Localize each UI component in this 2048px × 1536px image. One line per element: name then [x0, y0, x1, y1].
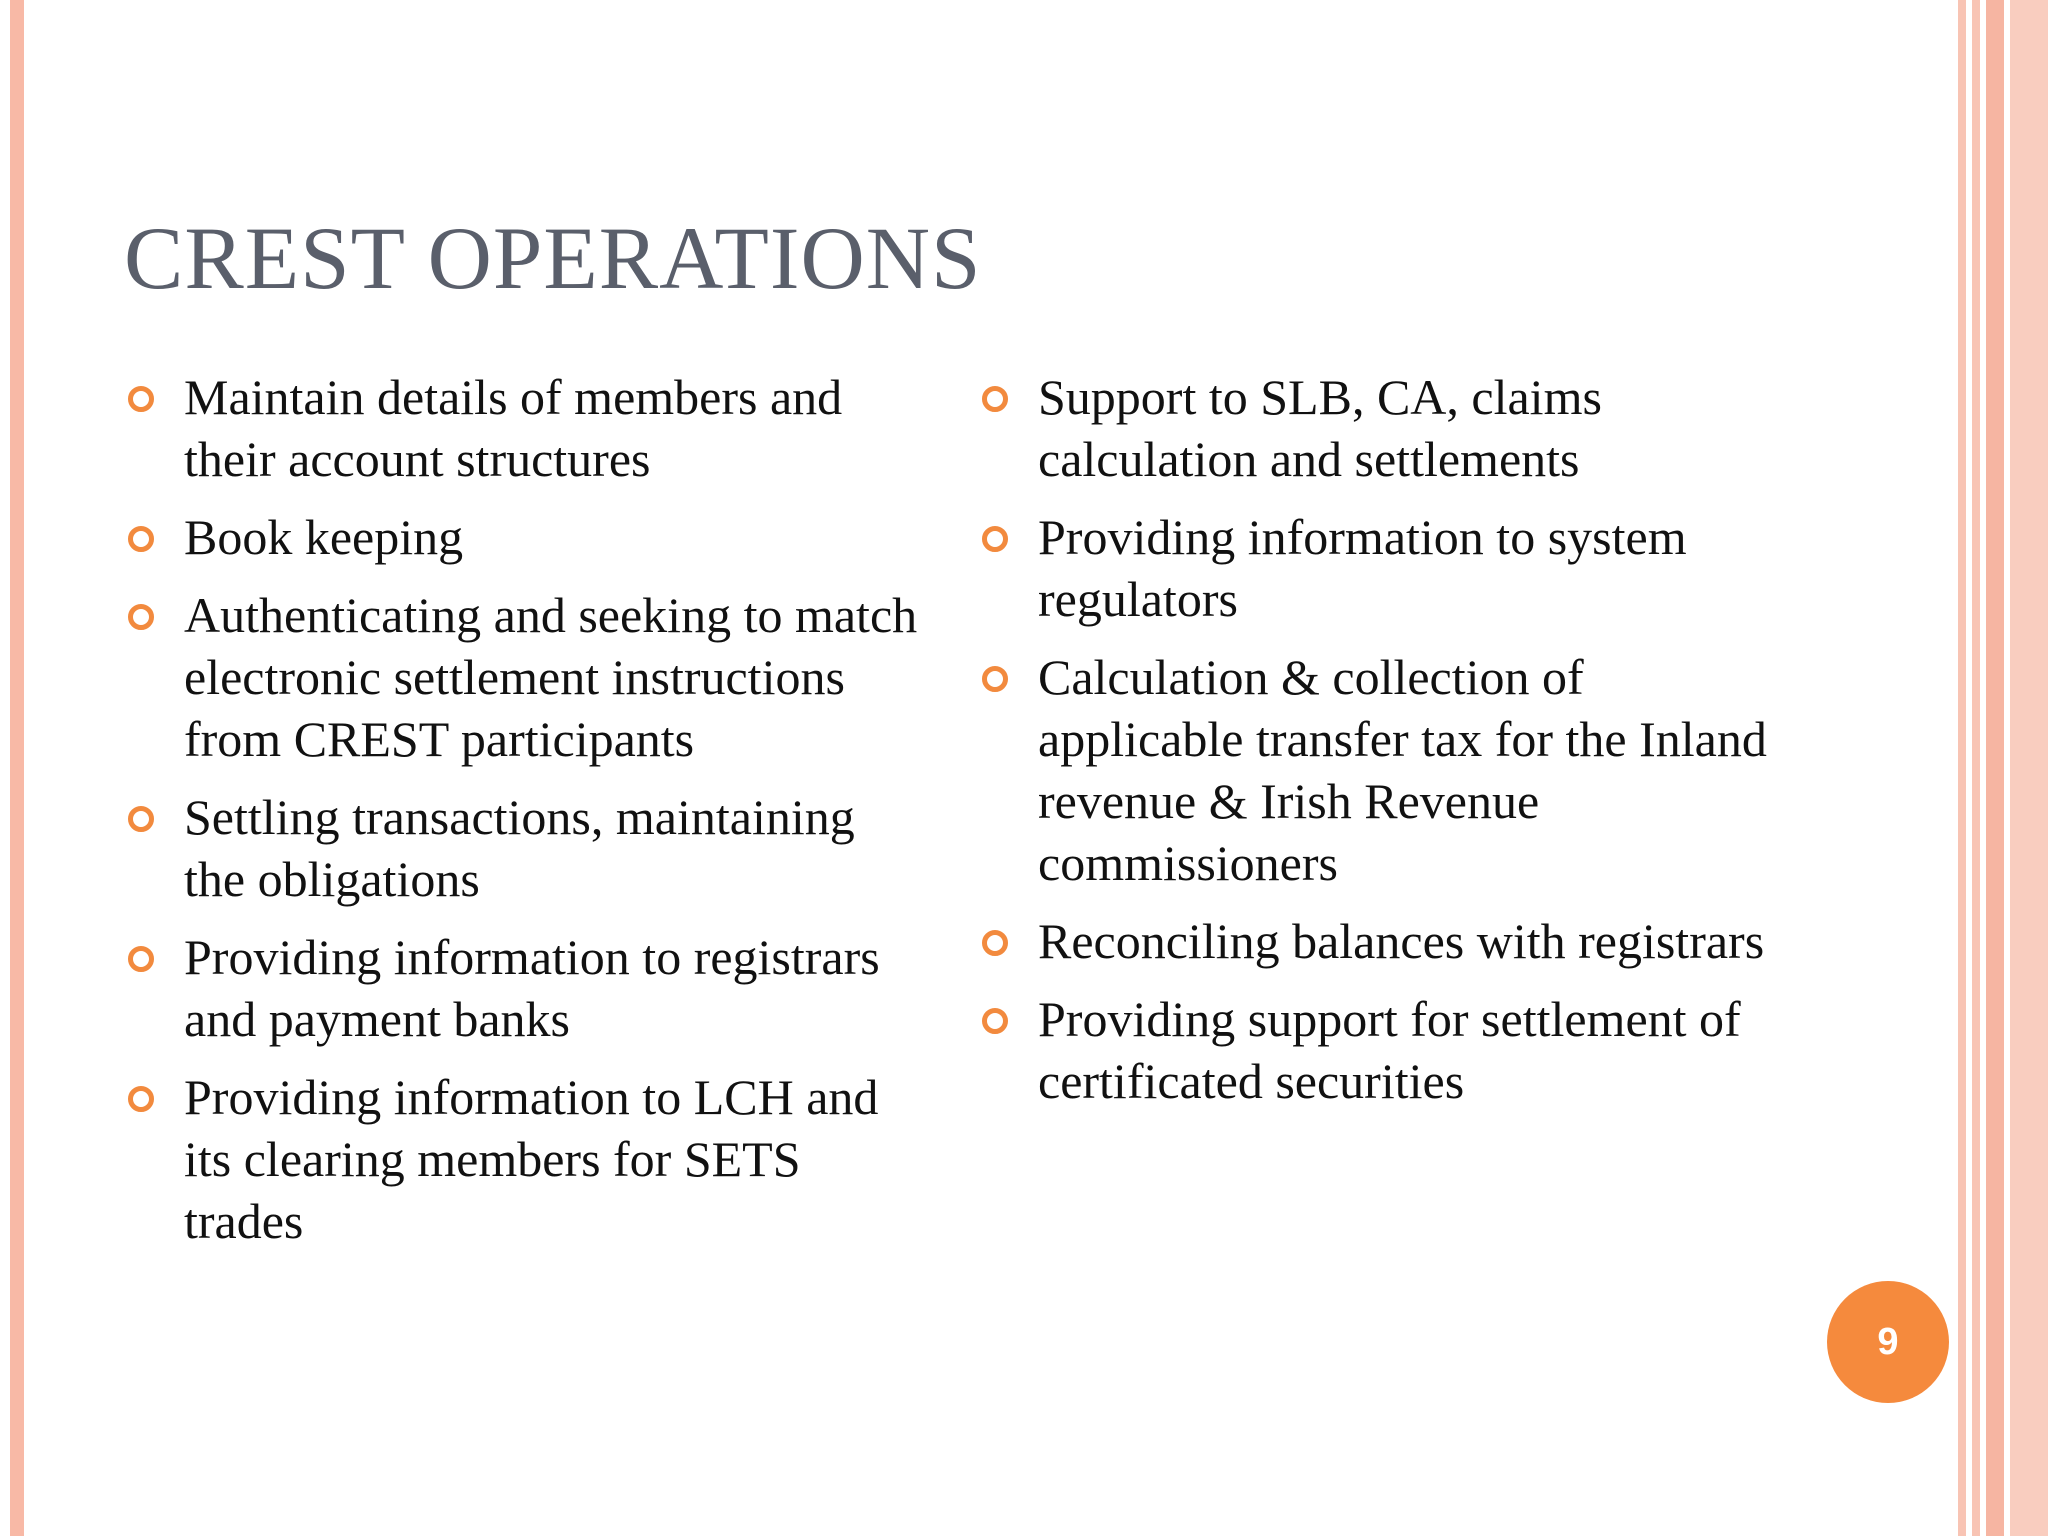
- ring-bullet-icon: [982, 930, 1008, 956]
- list-item: [124, 1066, 924, 1252]
- ring-bullet-icon: [128, 946, 154, 972]
- list-item: [124, 366, 924, 490]
- ring-bullet-icon: [128, 806, 154, 832]
- list-item: [124, 584, 924, 770]
- ring-bullet-icon: [982, 386, 1008, 412]
- right-decorative-stripe: [2010, 0, 2048, 1536]
- ring-bullet-icon: [128, 604, 154, 630]
- list-item: [978, 646, 1778, 894]
- ring-bullet-icon: [982, 1008, 1008, 1034]
- list-item: [124, 926, 924, 1050]
- list-item-text: Support to SLB, CA, claims calculation and settlements: [1038, 369, 1602, 487]
- right-decorative-stripe: [1986, 0, 2004, 1536]
- list-item-text: Settling transactions, maintaining the obligations: [184, 789, 855, 907]
- list-item-text: Maintain details of members and their account structures: [184, 369, 843, 487]
- ring-bullet-icon: [982, 526, 1008, 552]
- list-item-text: Providing information to system regulators: [1038, 509, 1687, 627]
- page-number-badge: 9: [1827, 1281, 1949, 1403]
- left-decorative-stripe: [10, 0, 24, 1536]
- ring-bullet-icon: [128, 1086, 154, 1112]
- list-item-text: Calculation & collection of applicable transfer tax for the Inland revenue & Irish Revenue commissioners: [1038, 649, 1767, 891]
- list-item: [978, 506, 1778, 630]
- ring-bullet-icon: [128, 526, 154, 552]
- ring-bullet-icon: [128, 386, 154, 412]
- ring-bullet-icon: [982, 666, 1008, 692]
- list-item: [978, 910, 1778, 972]
- left-bullet-list: [124, 366, 924, 1268]
- right-decorative-stripe: [1958, 0, 1966, 1536]
- right-decorative-stripe: [1972, 0, 1980, 1536]
- list-item-text: Authenticating and seeking to match electronic settlement instructions from CREST participants: [184, 587, 918, 767]
- slide-title: CREST OPERATIONS: [124, 210, 982, 308]
- list-item: [978, 988, 1778, 1112]
- list-item: [124, 506, 924, 568]
- list-item: [978, 366, 1778, 490]
- list-item: [124, 786, 924, 910]
- list-item-text: Providing information to registrars and payment banks: [184, 929, 880, 1047]
- list-item-text: Providing information to LCH and its clearing members for SETS trades: [184, 1069, 879, 1249]
- list-item-text: Book keeping: [184, 509, 464, 565]
- right-bullet-list: [978, 366, 1778, 1128]
- list-item-text: Providing support for settlement of certificated securities: [1038, 991, 1741, 1109]
- list-item-text: Reconciling balances with registrars: [1038, 913, 1765, 969]
